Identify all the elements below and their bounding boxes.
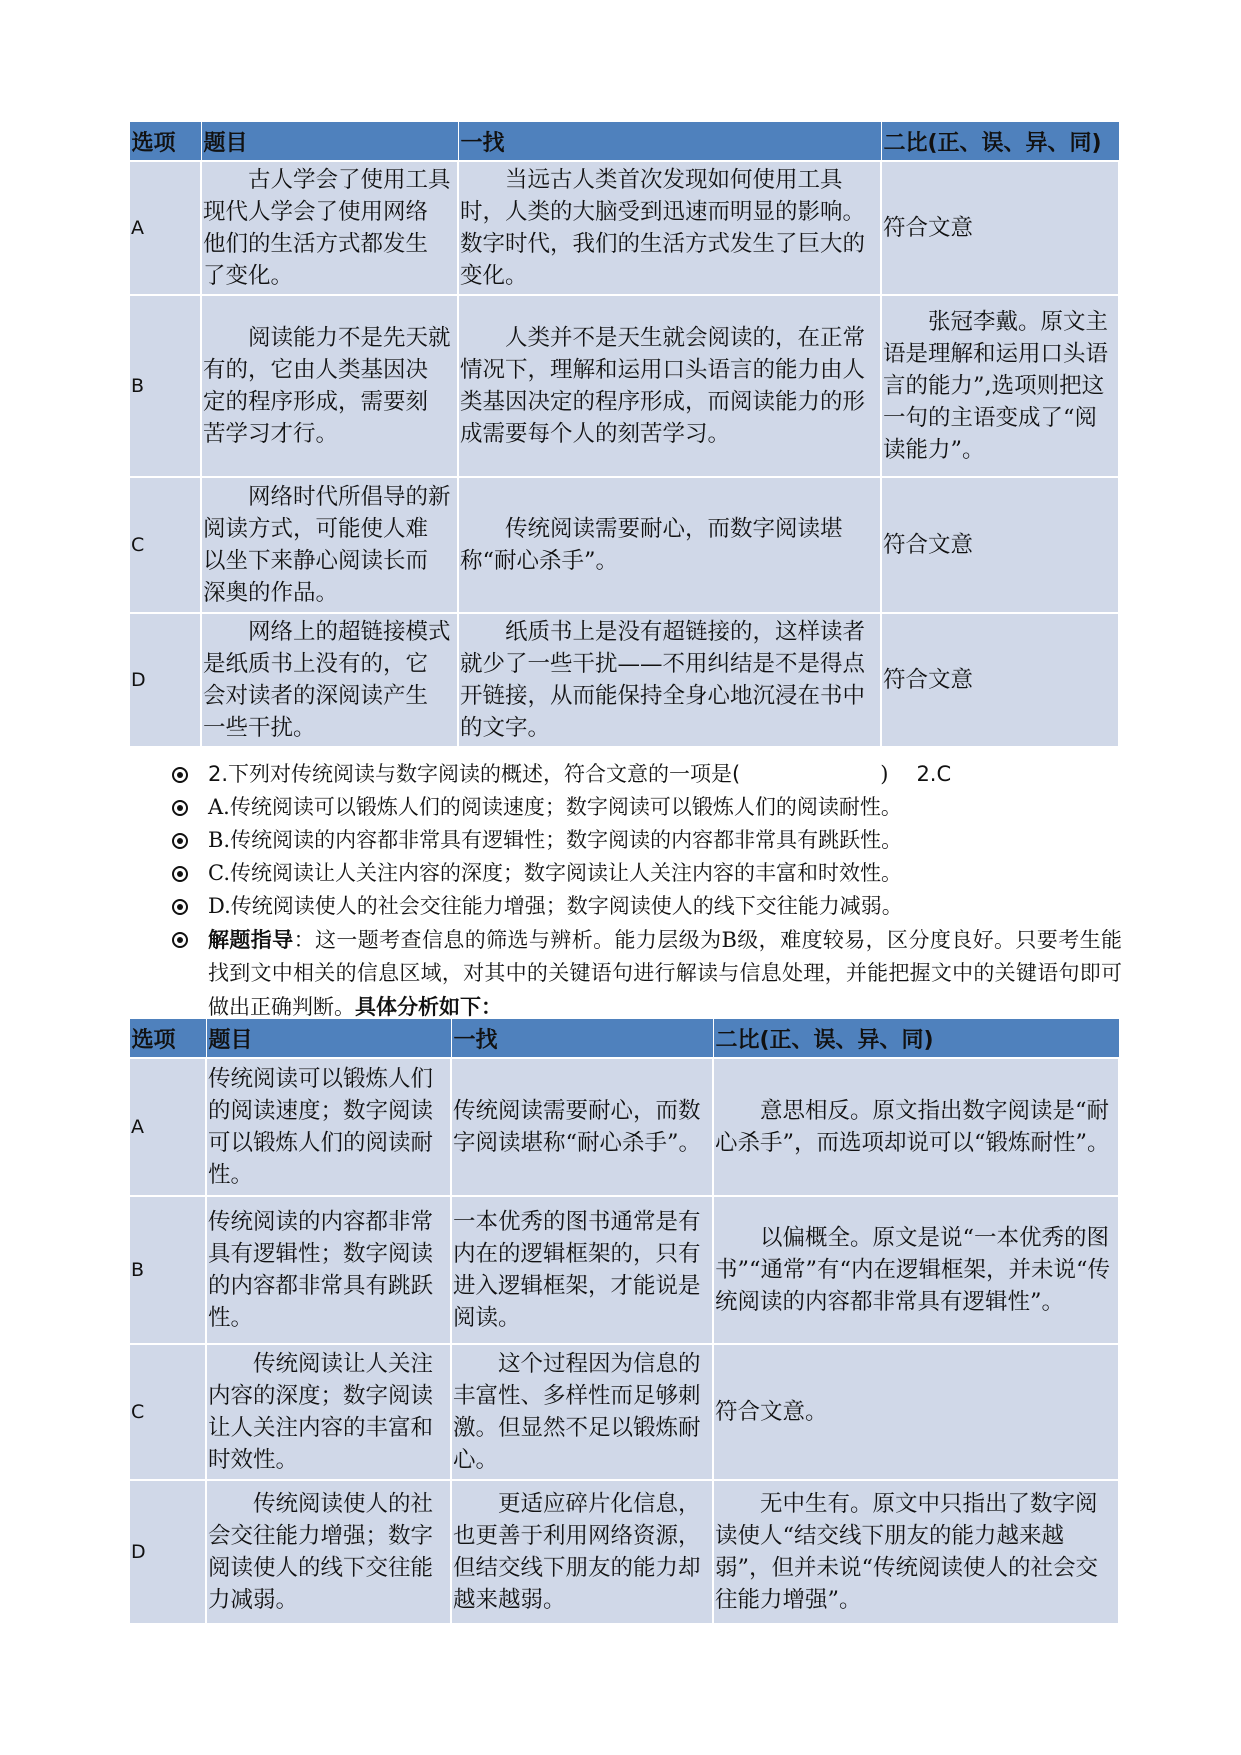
question-cell <box>201 477 458 613</box>
question-stem: 2.下列对传统阅读与数字阅读的概述，符合文意的一项是( ) 2.C <box>172 758 1122 791</box>
bullet-icon <box>172 899 188 915</box>
guide-label: 解题指导 <box>208 927 294 952</box>
compare-cell <box>881 295 1119 477</box>
question-line: 古人学会了使用工具 <box>248 167 451 193</box>
bullet-icon <box>172 767 188 783</box>
option-cell: C <box>129 477 201 613</box>
find-text: 纸质书上是没有超链接的，这样读者就少了一些干扰——不用纠结是不是得点开链接，从而能保持全身心地沉浸在书中的文字。 <box>460 619 866 741</box>
question-block <box>172 758 1122 1024</box>
bullet-icon <box>172 800 188 816</box>
question-line: 是纸质书上没有的，它 <box>203 651 429 677</box>
table-row <box>129 1196 1119 1344</box>
analysis-table-1 <box>128 121 1120 748</box>
bullet-icon <box>172 866 188 882</box>
table-row <box>129 1058 1119 1196</box>
analysis-table-2 <box>128 1018 1120 1625</box>
question-line: 苦学习才行。 <box>203 421 339 447</box>
compare-cell: 符合文意 <box>881 161 1119 295</box>
header-find: 一找 <box>451 1019 713 1059</box>
option-item: B.传统阅读的内容都非常具有逻辑性；数字阅读的内容都非常具有跳跃性。 <box>172 824 1122 857</box>
find-cell <box>458 161 881 295</box>
question-line: 了变化。 <box>203 263 294 289</box>
question-line: 阅读能力不是先天就 <box>248 325 451 351</box>
find-text: 传统阅读需要耐心，而数字阅读堪称“耐心杀手”。 <box>460 516 843 574</box>
question-line: 阅读方式，可能使人难 <box>203 516 429 542</box>
find-text: 当远古人类首次发现如何使用工具时，人类的大脑受到迅速而明显的影响。数字时代，我们的生活方式发生了巨大的变化。 <box>460 167 866 289</box>
header-question: 题目 <box>201 122 458 162</box>
bullet-icon <box>172 932 188 948</box>
compare-cell: 符合文意 <box>881 477 1119 613</box>
find-cell: 这个过程因为信息的丰富性、多样性而足够刺激。但显然不足以锻炼耐心。 <box>451 1344 713 1480</box>
compare-cell: 符合文意。 <box>713 1344 1119 1480</box>
table-row <box>129 477 1119 613</box>
table-row <box>129 1344 1119 1480</box>
option-cell: B <box>129 1196 206 1344</box>
question-line: 定的程序形成，需要刻 <box>203 389 429 415</box>
table-row <box>129 161 1119 295</box>
compare-cell: 意思相反。原文指出数字阅读是“耐心杀手”，而选项却说可以“锻炼耐性”。 <box>713 1058 1119 1196</box>
guide-text: ：这一题考查信息的筛选与辨析。能力层级为B级，难度较易，区分度良好。只要考生能找到文中相关的信息区域，对其中的关键语句进行解读与信息处理，并能把握文中的关键语句即可做出正确判断。 <box>208 928 1122 1019</box>
find-cell <box>458 613 881 747</box>
table-row <box>129 613 1119 747</box>
option-cell: C <box>129 1344 206 1480</box>
question-line: 深奥的作品。 <box>203 580 339 606</box>
question-cell <box>201 613 458 747</box>
option-cell: D <box>129 1480 206 1624</box>
compare-text: 张冠李戴。原文主语是理解和运用口头语言的能力”,选项则把这一句的主语变成了“阅读能力”。 <box>883 309 1109 463</box>
question-line: 会对读者的深阅读产生 <box>203 683 429 709</box>
question-line: 以坐下来静心阅读长而 <box>203 548 429 574</box>
option-item: A.传统阅读可以锻炼人们的阅读速度；数字阅读可以锻炼人们的阅读耐性。 <box>172 791 1122 824</box>
guide-tail: 具体分析如下： <box>355 994 502 1019</box>
question-line: 网络时代所倡导的新 <box>248 484 451 510</box>
find-cell <box>458 295 881 477</box>
find-cell: 传统阅读需要耐心，而数字阅读堪称“耐心杀手”。 <box>451 1058 713 1196</box>
compare-cell: 符合文意 <box>881 613 1119 747</box>
header-compare: 二比(正、误、异、同) <box>713 1019 1119 1059</box>
header-compare: 二比(正、误、异、同) <box>881 122 1119 162</box>
header-option: 选项 <box>129 1019 206 1059</box>
find-text: 人类并不是天生就会阅读的，在正常情况下，理解和运用口头语言的能力由人类基因决定的程序形成，而阅读能力的形成需要每个人的刻苦学习。 <box>460 325 866 447</box>
option-cell: D <box>129 613 201 747</box>
option-item: C.传统阅读让人关注内容的深度；数字阅读让人关注内容的丰富和时效性。 <box>172 857 1122 890</box>
answer-label: 2.C <box>916 762 952 786</box>
table-header-row <box>129 1019 1119 1059</box>
question-cell: 传统阅读可以锻炼人们的阅读速度；数字阅读可以锻炼人们的阅读耐性。 <box>206 1058 451 1196</box>
option-item: D.传统阅读使人的社会交往能力增强；数字阅读使人的线下交往能力减弱。 <box>172 890 1122 923</box>
question-line: 有的，它由人类基因决 <box>203 357 429 383</box>
question-cell: 传统阅读让人关注内容的深度；数字阅读让人关注内容的丰富和时效性。 <box>206 1344 451 1480</box>
header-question: 题目 <box>206 1019 451 1059</box>
compare-cell: 以偏概全。原文是说“一本优秀的图书”“通常”有“内在逻辑框架，并未说“传统阅读的内容都非常具有逻辑性”。 <box>713 1196 1119 1344</box>
question-cell: 传统阅读的内容都非常具有逻辑性；数字阅读的内容都非常具有跳跃性。 <box>206 1196 451 1344</box>
question-line: 他们的生活方式都发生 <box>203 231 429 257</box>
question-line: 一些干扰。 <box>203 715 316 741</box>
find-cell <box>458 477 881 613</box>
compare-cell: 无中生有。原文中只指出了数字阅读使人“结交线下朋友的能力越来越弱”，但并未说“传统阅读使人的社会交往能力增强”。 <box>713 1480 1119 1624</box>
table-row <box>129 1480 1119 1624</box>
table-header-row <box>129 122 1119 162</box>
find-cell: 更适应碎片化信息，也更善于利用网络资源，但结交线下朋友的能力却越来越弱。 <box>451 1480 713 1624</box>
option-cell: A <box>129 161 201 295</box>
question-cell <box>201 161 458 295</box>
find-cell: 一本优秀的图书通常是有内在的逻辑框架的，只有进入逻辑框架，才能说是阅读。 <box>451 1196 713 1344</box>
question-line: 现代人学会了使用网络 <box>203 199 429 225</box>
solution-guide <box>172 923 1122 1024</box>
question-cell <box>201 295 458 477</box>
option-cell: A <box>129 1058 206 1196</box>
table-row <box>129 295 1119 477</box>
header-option: 选项 <box>129 122 201 162</box>
header-find: 一找 <box>458 122 881 162</box>
bullet-icon <box>172 833 188 849</box>
question-cell: 传统阅读使人的社会交往能力增强；数字阅读使人的线下交往能力减弱。 <box>206 1480 451 1624</box>
question-line: 网络上的超链接模式 <box>248 619 451 645</box>
option-cell: B <box>129 295 201 477</box>
